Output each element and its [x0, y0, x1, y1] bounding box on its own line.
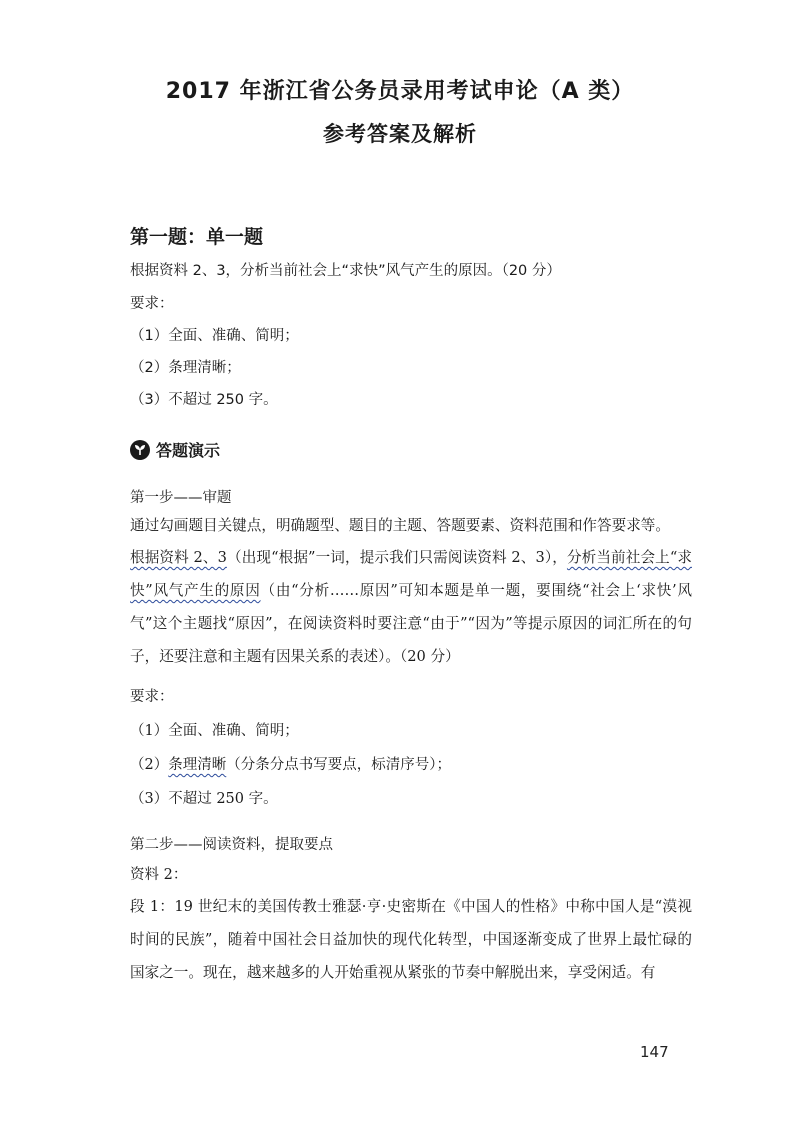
material-paragraph: 段 1：19 世纪末的美国传教士雅瑟·亨·史密斯在《中国人的性格》中称中国人是“漠视时间的民族”，随着中国社会日益加快的现代化转型，中国逐渐变成了世界上最忙碌的国家之一。现在，越来越多的人开始重视从紧张的节奏中解脱出来，享受闲适。有: [130, 898, 692, 981]
answer-demo-label: 答题演示: [156, 441, 221, 460]
document-subtitle: 参考答案及解析: [323, 122, 477, 146]
requirement-suffix: （分条分点书写要点，标清序号）；: [226, 757, 451, 773]
question-prompt: 根据资料 2、3，分析当前社会上“求快”风气产生的原因。（20 分）: [130, 263, 561, 279]
step1-title: 第一步——审题: [130, 490, 232, 506]
requirements-label: 要求：: [130, 296, 174, 312]
seedling-icon: [130, 440, 150, 460]
underlined-keyword: 条理清晰: [168, 757, 227, 773]
step1-requirements-label: 要求：: [130, 689, 174, 705]
question-heading: 第一题：单一题: [130, 226, 264, 248]
step2-title: 第二步——阅读资料，提取要点: [130, 837, 333, 853]
answer-demo-heading: [130, 438, 220, 461]
requirement-item: （1）全面、准确、简明；: [130, 328, 299, 344]
requirement-prefix: （2）: [130, 757, 169, 773]
requirement-item: （2）条理清晰；: [130, 360, 241, 376]
analysis-note: （由“分析……原因”可知本题是单一题，要围绕“社会上‘求快’风气”这个主题找“原因”，在阅读资料时要注意“由于”“因为”等提示原因的词汇所在的句子，还要注意和主题有因果关系的表述）。（20 分）: [130, 582, 692, 665]
analysis-note: （出现“根据”一词，提示我们只需阅读资料 2、3），: [226, 549, 567, 566]
underlined-keyword: 根据资料 2、3: [130, 549, 227, 566]
page-number: 147: [640, 1043, 669, 1061]
material-label: 资料 2：: [130, 867, 188, 883]
step1-intro: [130, 509, 692, 542]
step1-requirement-item: （3）不超过 250 字。: [130, 791, 278, 807]
document-title: 2017 年浙江省公务员录用考试申论（A 类）: [165, 79, 635, 104]
step1-requirement-item: [130, 756, 700, 775]
step1-intro-text: 通过勾画题目关键点，明确题型、题目的主题、答题要素、资料范围和作答要求等。: [130, 517, 670, 534]
requirement-item: （3）不超过 250 字。: [130, 392, 278, 408]
step1-analysis: [130, 541, 692, 673]
underlined-keyword: 分析当前社会上“求快”风气产生的原因: [130, 549, 692, 599]
step1-requirement-item: （1）全面、准确、简明；: [130, 723, 299, 739]
